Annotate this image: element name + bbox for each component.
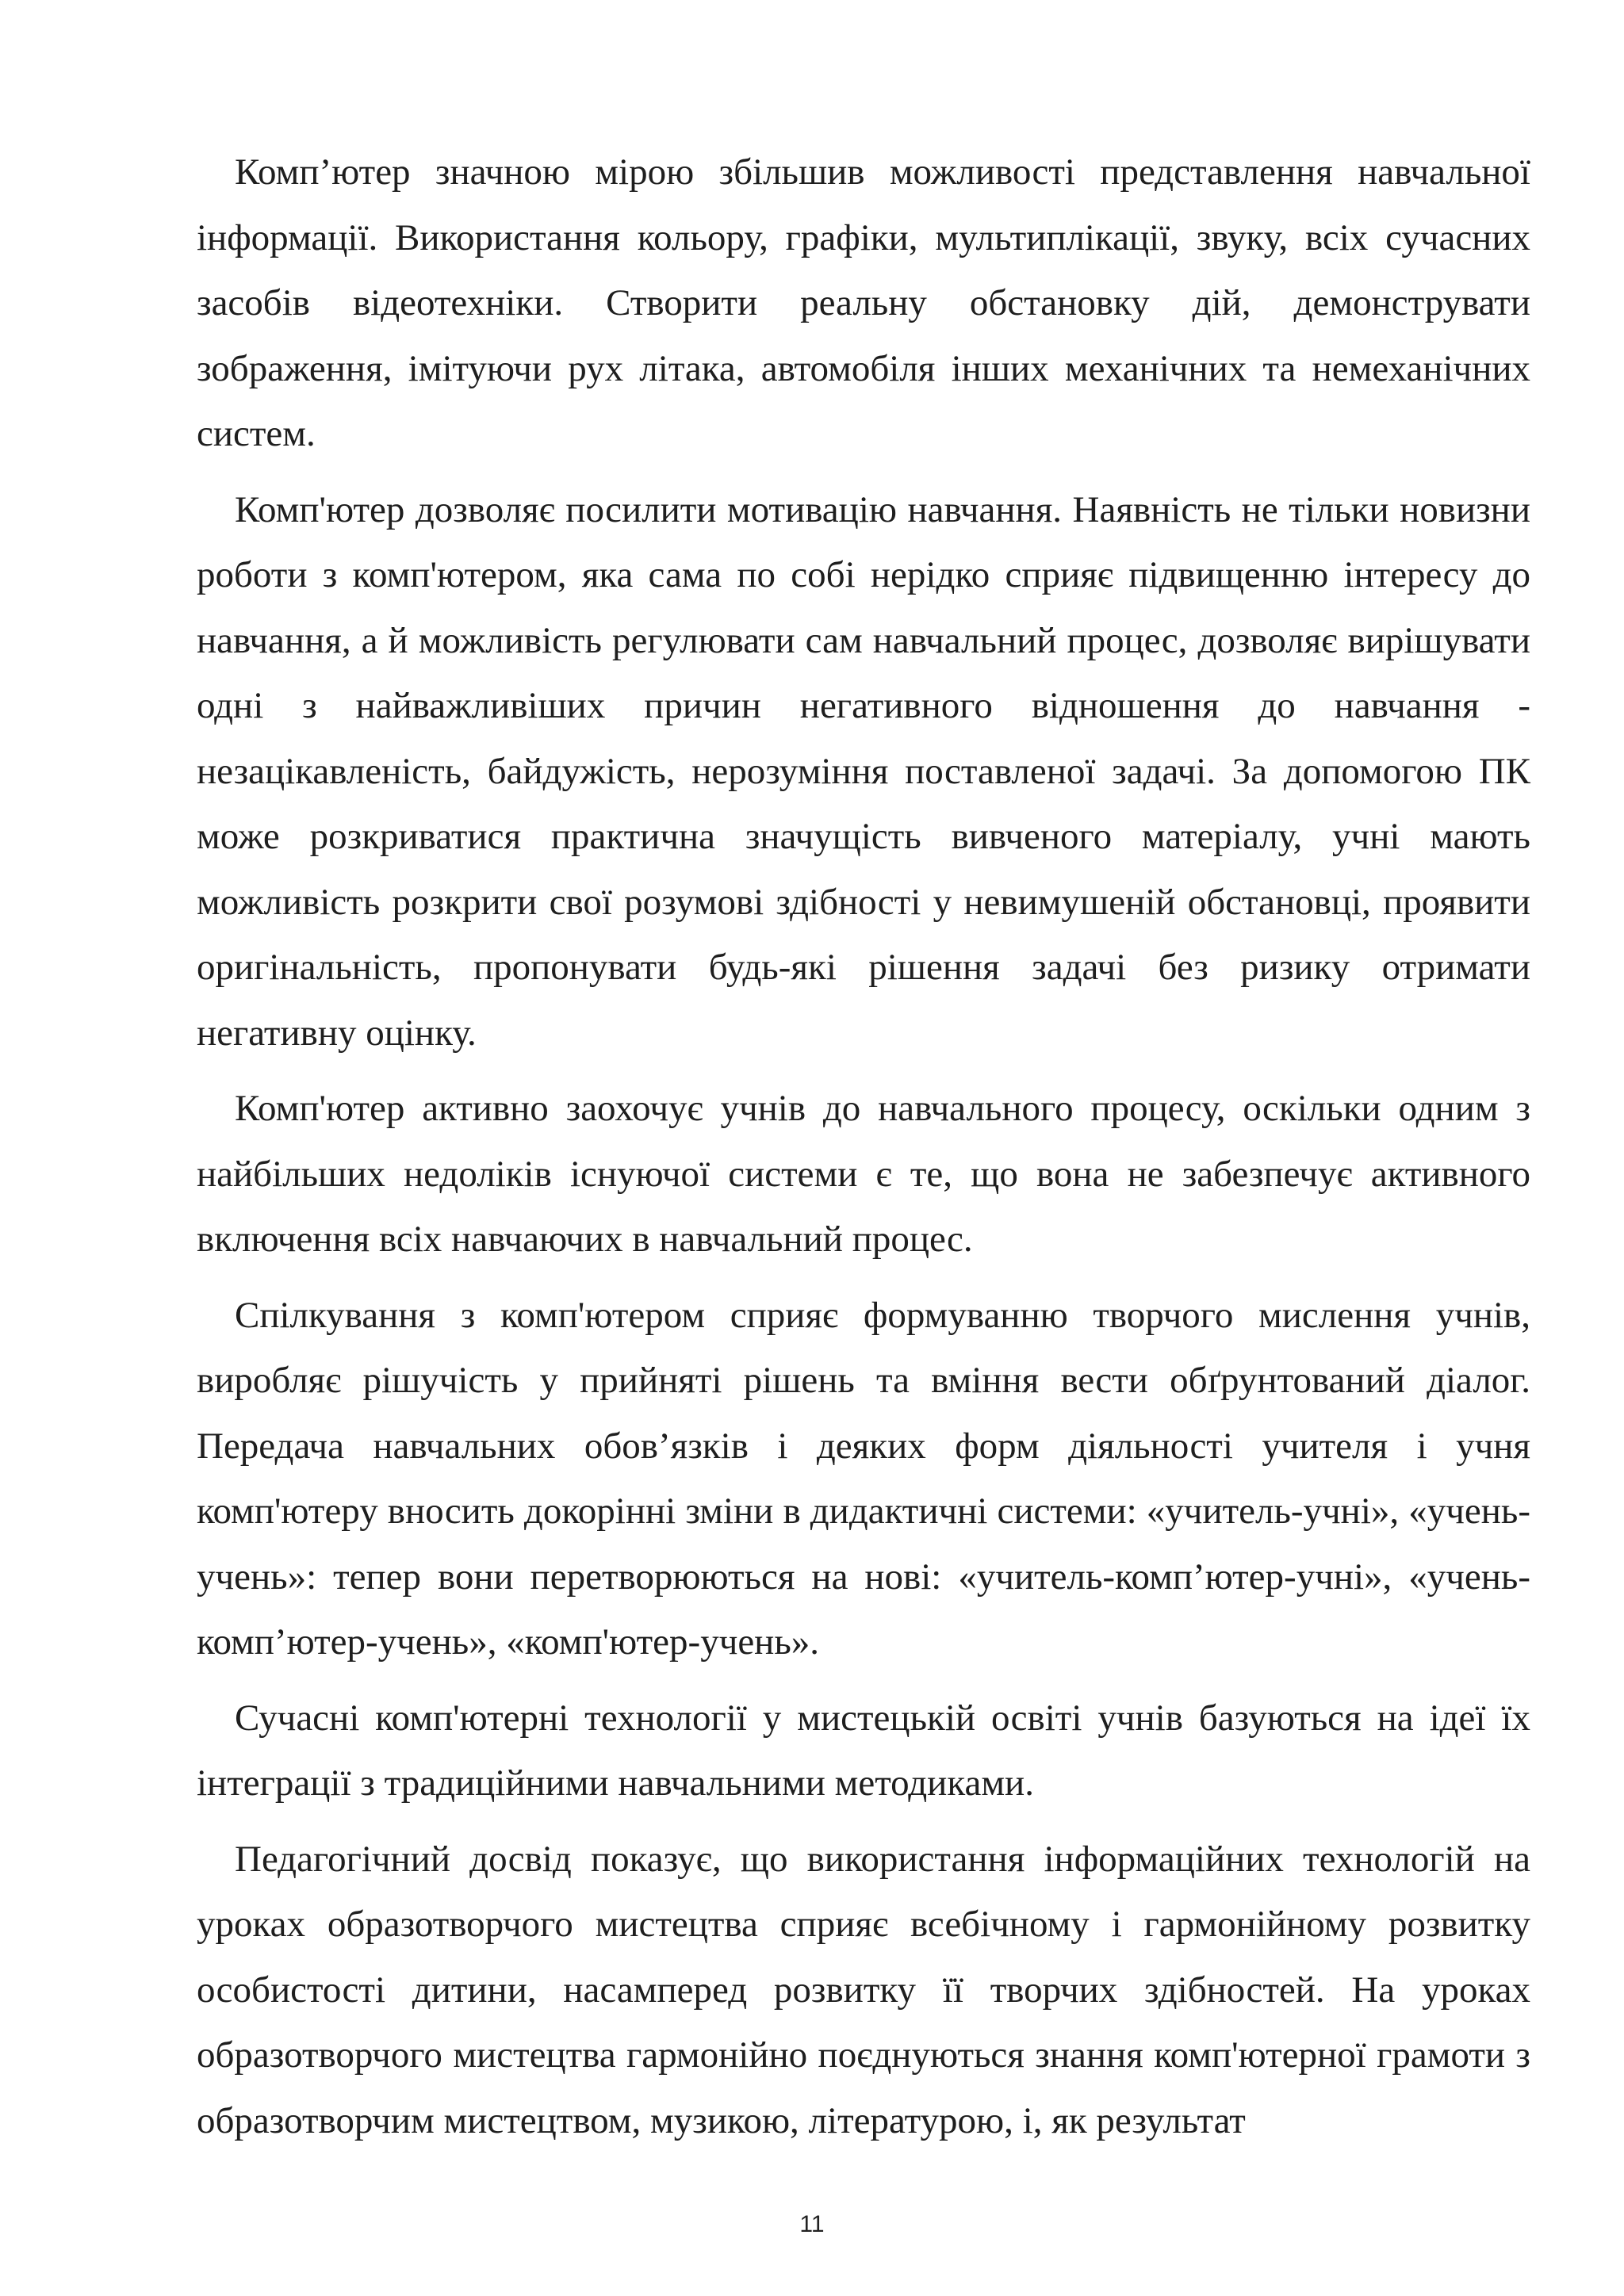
paragraph-3: Комп'ютер активно заохочує учнів до навчального процесу, оскільки одним з найбільших недоліків існуючої системи є те, що вона не забезпечує активного включення всіх навчаючих в навчальний процес. bbox=[197, 1088, 1530, 1260]
paragraph-4: Спілкування з комп'ютером сприяє формуванню творчого мислення учнів, виробляє рішучість у прийняті рішень та вміння вести обґрунтований діалог. Передача навчальних обов’язків і деяких форм діяльності учителя і учня комп'ютеру вносить докорінні зміни в дидактичні системи: «учитель-учні», «учень-учень»: тепер вони перетворюються на нові: «учитель-комп’ютер-учні», «учень- комп’ютер-учень», «комп'ютер-учень». bbox=[197, 1294, 1530, 1663]
paragraph-1: Комп’ютер значною мірою збільшив можливості представлення навчальної інформації. Використання кольору, графіки, мультиплікації, звуку, всіх сучасних засобів відеотехніки. Створити реальну обстановку дій, демонструвати зображення, імітуючи рух літака, автомобіля інших механічних та немеханічних систем. bbox=[197, 151, 1530, 454]
paragraph-5: Сучасні комп'ютерні технології у мистецькій освіті учнів базуються на ідеї їх інтеграції з традиційними навчальними методиками. bbox=[197, 1697, 1530, 1804]
paragraph-2: Комп'ютер дозволяє посилити мотивацію навчання. Наявність не тільки новизни роботи з комп'ютером, яка сама по собі нерідко сприяє підвищенню інтересу до навчання, а й можливість регулювати сам навчальний процес, дозволяє вирішувати одні з найважливіших причин негативного відношення до навчання - незацікавленість, байдужість, нерозуміння поставленої задачі. За допомогою ПК може розкриватися практична значущість вивченого матеріалу, учні мають можливість розкрити свої розумові здібності у невимушеній обстановці, проявити оригінальність, пропонувати будь-які рішення задачі без ризику отримати негативну оцінку. bbox=[197, 488, 1530, 1054]
page-number: 11 bbox=[799, 2211, 825, 2237]
paragraph-6: Педагогічний досвід показує, що використання інформаційних технологій на уроках образотворчого мистецтва сприяє всебічному і гармонійному розвитку особистості дитини, насамперед розвитку її творчих здібностей. На уроках образотворчого мистецтва гармонійно поєднуються знання комп'ютерної грамоти з образотворчим мистецтвом, музикою, літературою, і, як результат bbox=[197, 1838, 1530, 2141]
body-text bbox=[197, 140, 1530, 2164]
